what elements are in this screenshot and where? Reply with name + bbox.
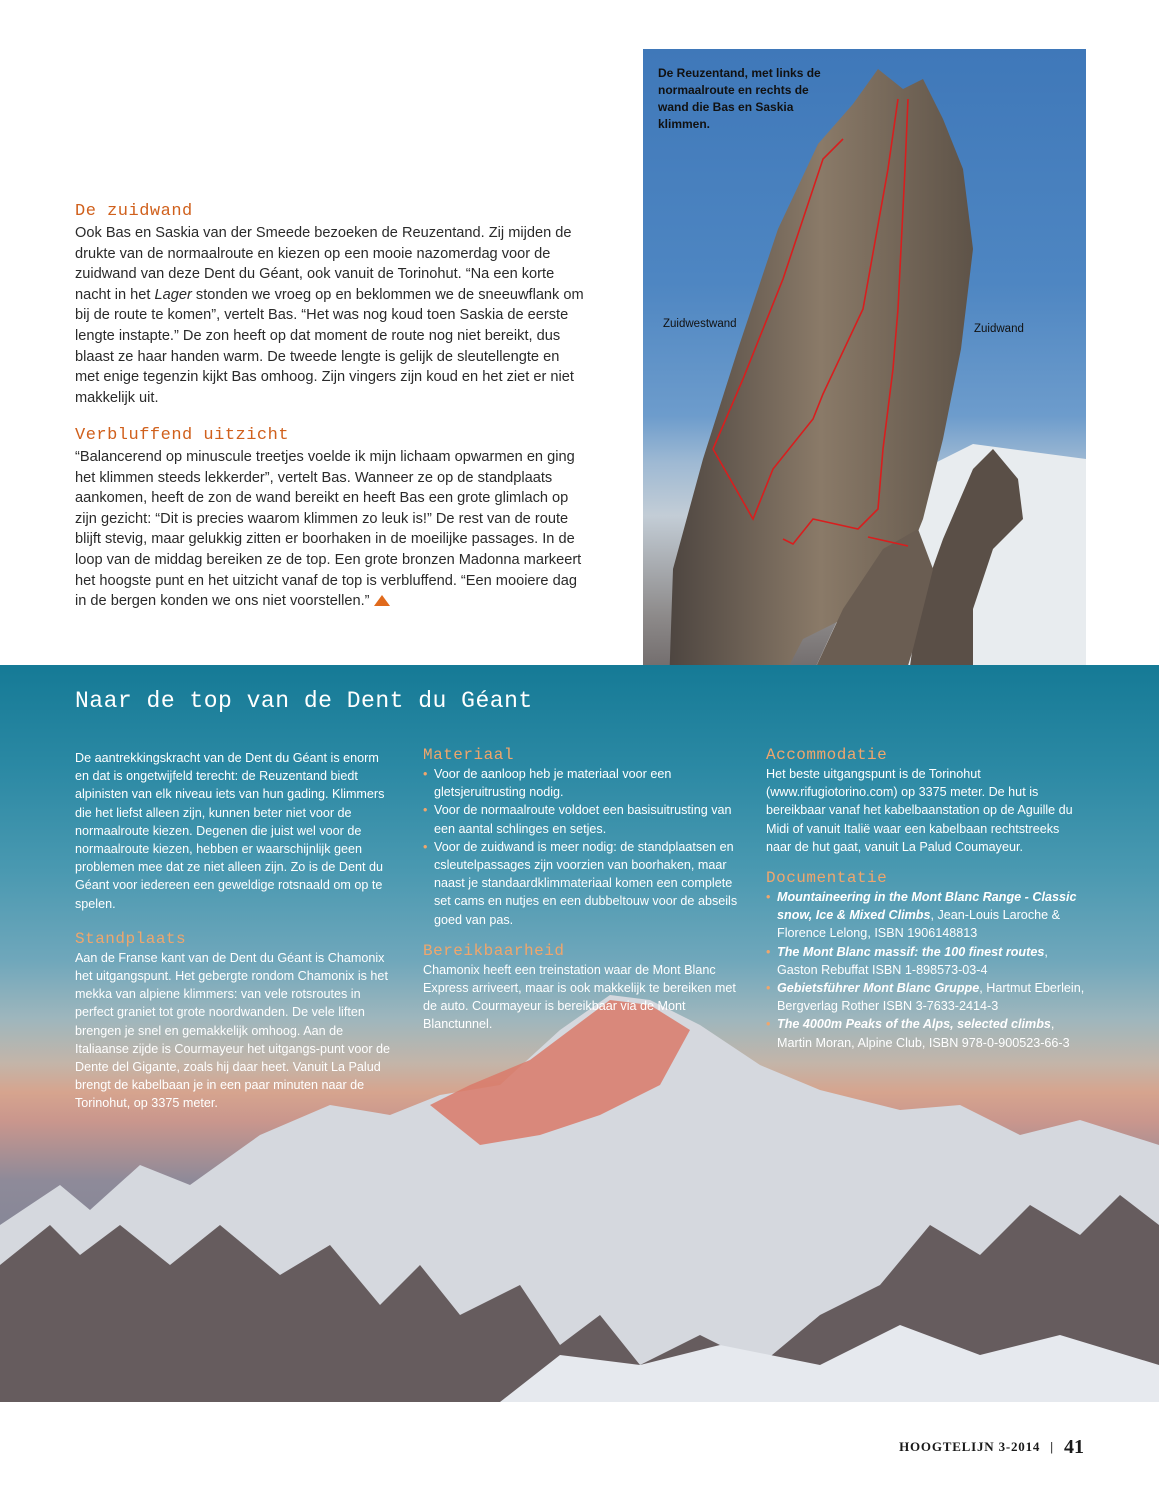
materiaal-list	[423, 765, 743, 929]
book-details: , Jean-Louis Laroche & Florence Lelong, ISBN 1906148813	[777, 908, 1061, 941]
documentatie-list	[766, 888, 1086, 1052]
box-intro: De aantrekkingskracht van de Dent du Géant is enorm en dat is ongetwijfeld terecht: de Reuzentand biedt alpinisten van elk niveau iets van hun gading. Klimmers die het liefst alleen zijn, kunnen beter niet voor de normaalroute kiezen. Degenen die juist wel voor de normaalroute kiezen, hebben er waarschijnlijk geen problemen mee dat ze niet alleen zijn. Zo is de Dent du Géant voor iedereen een geweldige rotsnaald om op te spelen.	[75, 751, 385, 911]
section-heading: Verbluffend uitzicht	[75, 426, 290, 445]
paragraph-text: stonden we vroeg op en beklommen we de sneeuwflank om bij de route te komen”, vertelt Bas. “Het was nog koud toen Saskia de eerste lengte instapte.” De zon heeft op dat moment de route nog niet bereikt, dus blaast ze haar handen warm. De tweede lengte is gelijk de sleutellengte en met enige tegenzin kijkt Bas omhoog. Zijn vingers zijn koud en het ziet er niet makkelijk uit.	[75, 286, 584, 406]
dent-du-geant-photo	[643, 49, 1086, 716]
footer-separator: |	[1050, 1439, 1054, 1454]
end-mark-icon	[374, 595, 390, 606]
heading-standplaats: Standplaats	[75, 929, 187, 948]
mountain-illustration	[643, 49, 1086, 716]
label-zuidwand: Zuidwand	[974, 323, 1024, 335]
book-details: , Hartmut Eberlein, Bergverlag Rother ISBN 3-7633-2414-3	[777, 981, 1085, 1014]
article-paragraph	[75, 447, 585, 612]
paragraph-text: Ook Bas en Saskia van der Smeede bezoeken de Reuzentand. Zij mijden de drukte van de normaalroute en kiezen op een mooie nazomerdag voor de zuidwand van deze Dent du Géant, ook vanuit de Torinohut. “Na een korte nacht in het	[75, 225, 572, 303]
heading-materiaal: Materiaal	[423, 746, 514, 764]
article-section-zuidwand	[75, 201, 585, 408]
photo-caption: De Reuzentand, met links de normaalroute en rechts de wand die Bas en Saskia klimmen.	[658, 66, 821, 131]
book-title: The Mont Blanc massif: the 100 finest routes	[777, 944, 1045, 959]
article-section-uitzicht	[75, 425, 585, 612]
box-column-2	[423, 745, 743, 1034]
page-footer	[899, 1436, 1084, 1459]
list-item: • Voor de normaalroute voldoet een basisuitrusting van een aantal schlinges en setjes.	[423, 801, 743, 837]
list-item	[766, 943, 1086, 979]
list-item	[766, 1015, 1086, 1051]
accommodatie-text: Het beste uitgangspunt is de Torinohut (www.rifugiotorino.com) op 3375 meter. De hut is bereikbaar vanaf het kabelbaanstation op de Aguille du Midi of vanuit Italië waar een kabelbaan rechtstreeks naar de hut gaat, vanuit La Palud Coumayeur.	[766, 767, 1073, 854]
heading-accommodatie: Accommodatie	[766, 746, 888, 764]
magazine-name: HOOGTELIJN	[899, 1439, 995, 1454]
list-item	[766, 888, 1086, 943]
section-heading: De zuidwand	[75, 202, 193, 221]
book-title: Mountaineering in the Mont Blanc Range - Classic snow, Ice & Mixed Climbs	[777, 890, 1077, 923]
box-title: Naar de top van de Dent du Géant	[75, 688, 533, 714]
book-title: The 4000m Peaks of the Alps, selected climbs	[777, 1017, 1051, 1032]
heading-bereikbaarheid: Bereikbaarheid	[423, 941, 565, 960]
heading-documentatie: Documentatie	[766, 869, 888, 888]
paragraph-text: “Balancerend op minuscule treetjes voelde ik mijn lichaam opwarmen en ging het klimmen steeds lekkerder”, vertelt Bas. Wanneer ze op de standplaats aankomen, heeft de zon de wand bereikt en heeft Bas een grote glimlach op zijn gezicht: “Dit is precies waarom klimmen zo leuk is!” De rest van de route blijft stevig, maar gelukkig zitten er boorhaken in de moeilijke passages. In de loop van de middag bereiken ze de top. Een grote bronzen Madonna markeert het hoogste punt en het uitzicht vanaf de top is verbluffend. “Een mooiere dag in de bergen konden we ons niet voorstellen.”	[75, 449, 582, 610]
bereikbaarheid-text: Chamonix heeft een treinstation waar de Mont Blanc Express arriveert, maar is ook makkelijk te bereiken met de auto. Courmayeur is bereikbaar via de Mont Blanctunnel.	[423, 962, 736, 1032]
list-item	[766, 979, 1086, 1015]
list-item: • Voor de aanloop heb je materiaal voor een gletsjeruitrusting nodig.	[423, 765, 743, 801]
standplaats-text: Aan de Franse kant van de Dent du Géant is Chamonix het uitgangspunt. Het gebergte rondom Chamonix is het mekka van alpiene klimmers: van vele rotsroutes in perfect graniet tot grote noordwanden. De vele liften brengen je snel en gemakkelijk omhoog. Aan de Italiaanse zijde is Courmayeur het uitgangs-punt voor de Dente del Gigante, zoals hij daar heet. Vanuit La Palud brengt de kabelbaan je in een paar minuten naar de Torinohut, op 3375 meter.	[75, 950, 391, 1111]
italic-word: Lager	[154, 286, 192, 303]
box-column-3	[766, 745, 1086, 1052]
article-paragraph	[75, 223, 585, 408]
list-item: • Voor de zuidwand is meer nodig: de standplaatsen en csleutelpassages zijn voorzien van boorhaken, maar naast je standaardklimmateriaal komen een complete set cams en nutjes en een dubbeltouw voor de abseils goed van pas.	[423, 838, 743, 929]
box-column-1	[75, 749, 395, 1113]
book-details: , Gaston Rebuffat ISBN 1-898573-03-4	[777, 944, 1048, 977]
label-zuidwestwand: Zuidwestwand	[663, 318, 737, 330]
page-number: 41	[1064, 1436, 1084, 1458]
book-details: , Martin Moran, Alpine Club, ISBN 978-0-900523-66-3	[777, 1017, 1070, 1050]
issue-number: 3-2014	[998, 1439, 1041, 1454]
book-title: Gebietsführer Mont Blanc Gruppe	[777, 981, 980, 996]
